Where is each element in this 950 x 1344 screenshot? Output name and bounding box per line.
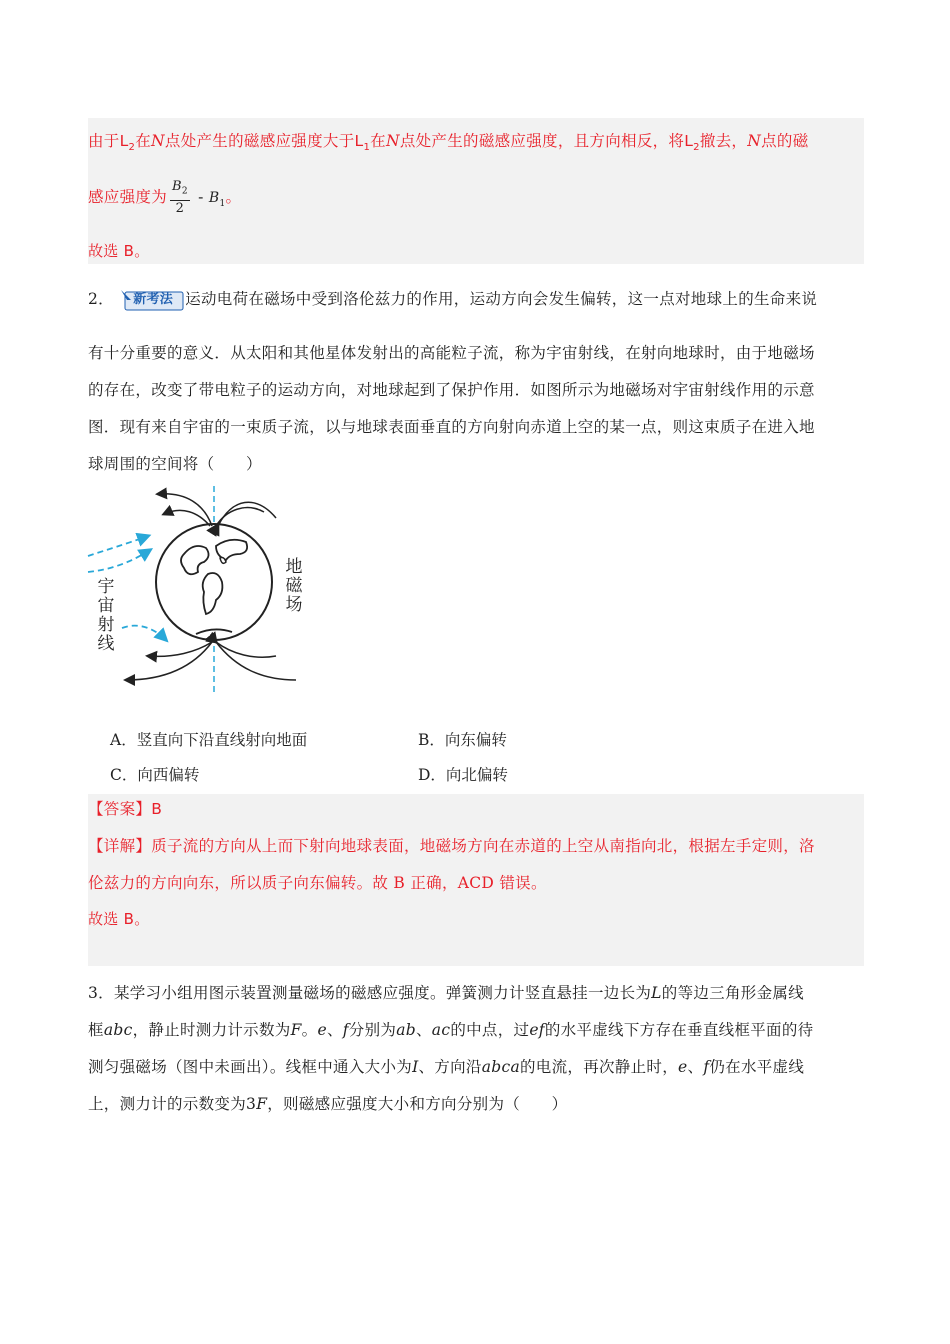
q3-line2: 框abc，静止时测力计示数为F。e、f分别为ab、ac的中点，过ef的水平虚线下方存在垂直线框平面的待 <box>88 1021 814 1039</box>
magnetic-field-label: 地 磁 场 <box>285 557 303 615</box>
geomagnetic-figure <box>86 484 316 694</box>
q2-number: 2． <box>88 290 114 308</box>
prev-solution-choice: 故选 B。 <box>88 242 150 260</box>
q2-answer-line: 【答案】B <box>88 800 163 818</box>
q2-line1: 2． 新考法 运动电荷在磁场中受到洛伦兹力的作用，运动方向会发生偏转，这一点对地球上的生命来说 <box>88 280 817 318</box>
q3-line1: 3．某学习小组用图示装置测量磁场的磁感应强度。弹簧测力计竖直悬挂一边长为L的等边三角形金属线 <box>88 984 804 1002</box>
fraction-b2-over-2: $\frac{B_2}{2}$ <box>172 179 188 216</box>
new-method-badge: 新考法 <box>119 288 185 312</box>
option-a[interactable]: A．竖直向下沿直线射向地面 <box>110 731 308 749</box>
q2-line2: 有十分重要的意义．从太阳和其他星体发射出的高能粒子流，称为宇宙射线，在射向地球时，由于地磁场 <box>88 344 815 362</box>
q2-line5: 球周围的空间将（ ） <box>88 455 262 473</box>
prev-solution-box <box>88 118 864 264</box>
prev-solution-line2: 感应强度为 $\frac{B_2}{2}$ - $B_1$。 <box>88 179 242 216</box>
cosmic-ray-label: 宇 宙 射 线 <box>97 577 115 654</box>
q3-line3: 测匀强磁场（图中未画出）。线框中通入大小为I、方向沿abca的电流，再次静止时，e、f仍在水平虚线 <box>88 1058 805 1076</box>
q2-line4: 图．现有来自宇宙的一束质子流，以与地球表面垂直的方向射向赤道上空的某一点，则这束质子在进入地 <box>88 418 815 436</box>
geomagnetic-diagram <box>86 484 316 694</box>
q3-line4: 上，测力计的示数变为3F，则磁感应强度大小和方向分别为（ ） <box>88 1095 568 1113</box>
q2-detail-line2: 伦兹力的方向向东，所以质子向东偏转。故 B 正确，ACD 错误。 <box>88 874 547 892</box>
option-b[interactable]: B．向东偏转 <box>418 731 507 749</box>
prev-solution-line1: 由于$L_2$在N点处产生的磁感应强度大于$L_1$在N点处产生的磁感应强度，且方向相反，将$L_2$撤去，N点的磁 <box>88 132 809 154</box>
q2-answer-box <box>88 794 864 966</box>
option-c[interactable]: C．向西偏转 <box>110 766 200 784</box>
option-d[interactable]: D．向北偏转 <box>418 766 508 784</box>
q2-choice: 故选 B。 <box>88 910 150 928</box>
q2-line3: 的存在，改变了带电粒子的运动方向，对地球起到了保护作用．如图所示为地磁场对宇宙射线作用的示意 <box>88 381 815 399</box>
q2-detail-line1: 【详解】质子流的方向从上而下射向地球表面，地磁场方向在赤道的上空从南指向北，根据左手定则，洛 <box>88 837 815 855</box>
